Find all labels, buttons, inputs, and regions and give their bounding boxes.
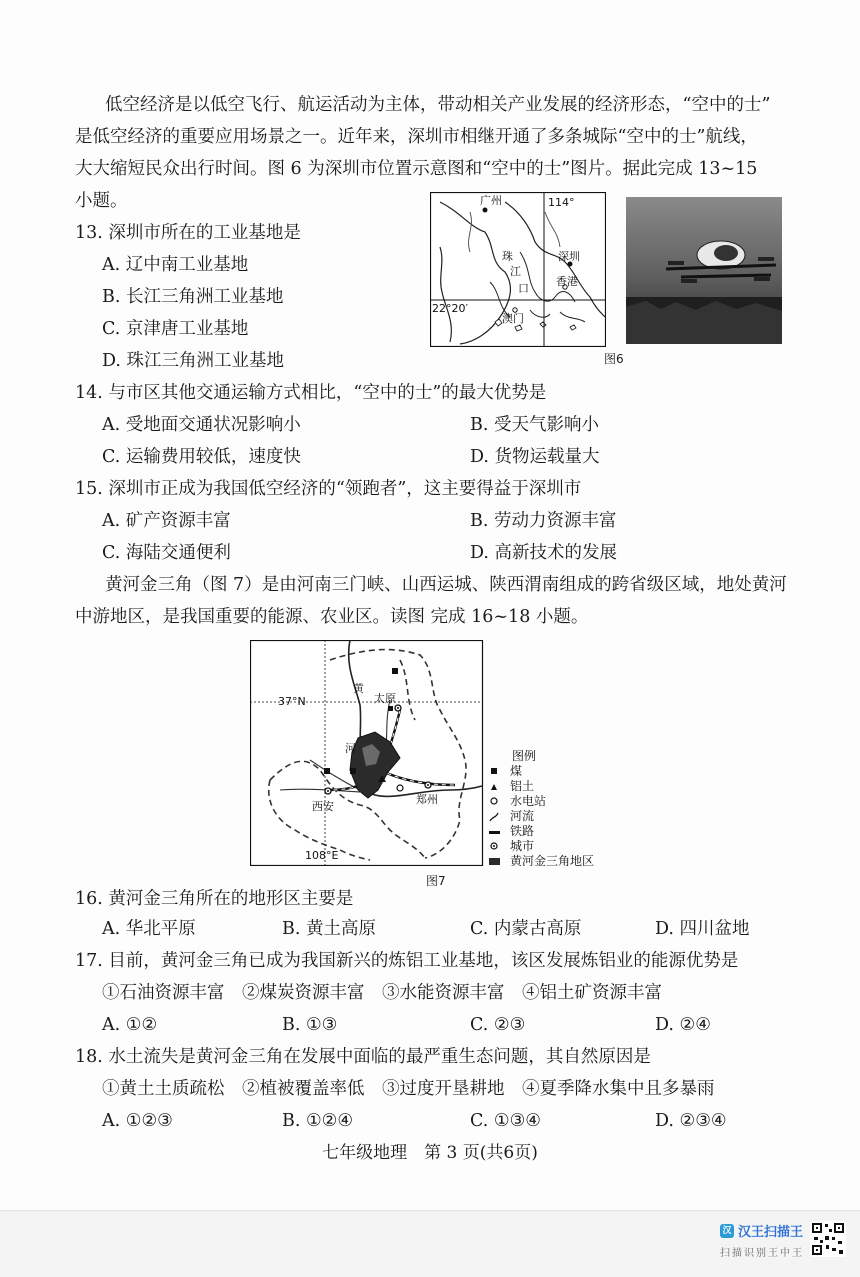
map-label-shenzhen: 深圳 xyxy=(558,250,580,263)
passage1-line-1: 低空经济是以低空飞行、航运活动为主体，带动相关产业发展的经济形态，“空中的士” xyxy=(105,95,771,115)
legend-item-hydropower: 水电站 xyxy=(510,794,547,808)
scanner-brand xyxy=(720,1221,804,1259)
fig7-caption: 图7 xyxy=(426,874,446,888)
q14-option-b: B. 受天气影响小 xyxy=(470,415,599,435)
legend-item-golden-triangle: 黄河金三角地区 xyxy=(510,854,595,866)
legend-item-city: 城市 xyxy=(510,839,535,853)
q13-option-c: C. 京津唐工业基地 xyxy=(102,319,249,339)
q14-option-c: C. 运输费用较低，速度快 xyxy=(102,447,301,467)
q14-option-a: A. 受地面交通状况影响小 xyxy=(102,415,301,435)
scanner-logo-icon: 汉 xyxy=(720,1224,734,1238)
map-label-longitude: 114° xyxy=(548,196,575,209)
map-label-longitude-108e: 108°E xyxy=(305,849,339,862)
map-label-macau: 澳门 xyxy=(502,312,524,325)
passage1-line-2: 是低空经济的重要应用场景之一。近年来，深圳市相继开通了多条城际“空中的士”航线， xyxy=(75,127,758,147)
q18-option-c: C. ①③④ xyxy=(470,1111,541,1131)
passage2-line-2: 中游地区，是我国重要的能源、农业区。读图 完成 16~18 小题。 xyxy=(75,607,589,627)
yellow-river-golden-triangle-map xyxy=(250,640,614,866)
passage2-line-1: 黄河金三角（图 7）是由河南三门峡、山西运城、陕西渭南组成的跨省级区域，地处黄河 xyxy=(105,575,787,595)
q15-option-d: D. 高新技术的发展 xyxy=(470,543,618,563)
q17-option-d: D. ②④ xyxy=(655,1015,711,1035)
q17-stem: 17. 目前，黄河金三角已成为我国新兴的炼铝工业基地，该区发展炼铝业的能源优势是 xyxy=(75,951,739,971)
map-legend xyxy=(489,748,594,866)
map-label-hongkong: 香港 xyxy=(556,275,578,288)
map-label-xian: 西安 xyxy=(312,800,334,813)
q18-option-b: B. ①②④ xyxy=(282,1111,354,1131)
q15-stem: 15. 深圳市正成为我国低空经济的“领跑者”，这主要得益于深圳市 xyxy=(75,479,582,499)
q13-option-b: B. 长江三角洲工业基地 xyxy=(102,287,284,307)
scanner-watermark-bar xyxy=(0,1210,860,1277)
qr-code-icon xyxy=(810,1221,846,1257)
q16-option-b: B. 黄土高原 xyxy=(282,919,376,939)
q18-option-d: D. ②③④ xyxy=(655,1111,727,1131)
q17-option-c: C. ②③ xyxy=(470,1015,526,1035)
page-footer: 七年级地理 第 3 页(共6页) xyxy=(322,1143,538,1163)
map-label-taiyuan: 太原 xyxy=(374,692,396,705)
map-label-huang: 黄 xyxy=(353,682,364,695)
q15-option-b: B. 劳动力资源丰富 xyxy=(470,511,617,531)
q17-option-b: B. ①③ xyxy=(282,1015,338,1035)
q13-option-a: A. 辽中南工业基地 xyxy=(102,255,249,275)
q17-statements: ①石油资源丰富 ②煤炭资源丰富 ③水能资源丰富 ④铝土矿资源丰富 xyxy=(102,983,662,1003)
q13-stem: 13. 深圳市所在的工业基地是 xyxy=(75,223,301,243)
map-label-guangzhou: 广州 xyxy=(480,194,502,207)
q18-statements: ①黄土土质疏松 ②植被覆盖率低 ③过度开垦耕地 ④夏季降水集中且多暴雨 xyxy=(102,1079,715,1099)
q15-option-a: A. 矿产资源丰富 xyxy=(102,511,231,531)
q15-option-c: C. 海陆交通便利 xyxy=(102,543,231,563)
map-label-he: 河 xyxy=(345,742,356,755)
q16-option-a: A. 华北平原 xyxy=(102,919,196,939)
legend-item-railway: 铁路 xyxy=(510,824,535,838)
legend-title: 图例 xyxy=(512,749,537,763)
legend-item-bauxite: 铝土 xyxy=(510,779,535,793)
air-taxi-photo xyxy=(626,197,782,344)
scanner-name: 汉王扫描王 xyxy=(738,1225,804,1240)
map-label-latitude-37n: 37°N xyxy=(278,695,306,708)
passage1-line-3: 大大缩短民众出行时间。图 6 为深圳市位置示意图和“空中的士”图片。据此完成 13~15 xyxy=(75,159,758,179)
q18-option-a: A. ①②③ xyxy=(102,1111,173,1131)
map-label-zhengzhou: 郑州 xyxy=(416,793,438,806)
q18-stem: 18. 水土流失是黄河金三角在发展中面临的最严重生态问题，其自然原因是 xyxy=(75,1047,651,1067)
legend-item-coal: 煤 xyxy=(510,764,523,778)
q13-option-d: D. 珠江三角洲工业基地 xyxy=(102,351,285,371)
fig6-caption: 图6 xyxy=(604,352,624,366)
shenzhen-location-map xyxy=(430,192,606,347)
q16-option-d: D. 四川盆地 xyxy=(655,919,750,939)
map-label-kou: 口 xyxy=(518,282,529,295)
q17-option-a: A. ①② xyxy=(102,1015,158,1035)
scanner-tagline: 扫描识别王中王 xyxy=(720,1248,804,1259)
q14-option-d: D. 货物运载量大 xyxy=(470,447,600,467)
q16-option-c: C. 内蒙古高原 xyxy=(470,919,582,939)
legend-item-river: 河流 xyxy=(510,809,535,823)
q14-stem: 14. 与市区其他交通运输方式相比，“空中的士”的最大优势是 xyxy=(75,383,547,403)
passage1-line-4: 小题。 xyxy=(75,191,128,211)
q16-stem: 16. 黄河金三角所在的地形区主要是 xyxy=(75,889,354,909)
map-label-zhu: 珠 xyxy=(502,250,513,263)
map-label-latitude: 22°20′ xyxy=(432,302,468,315)
map-label-jiang: 江 xyxy=(510,265,521,278)
